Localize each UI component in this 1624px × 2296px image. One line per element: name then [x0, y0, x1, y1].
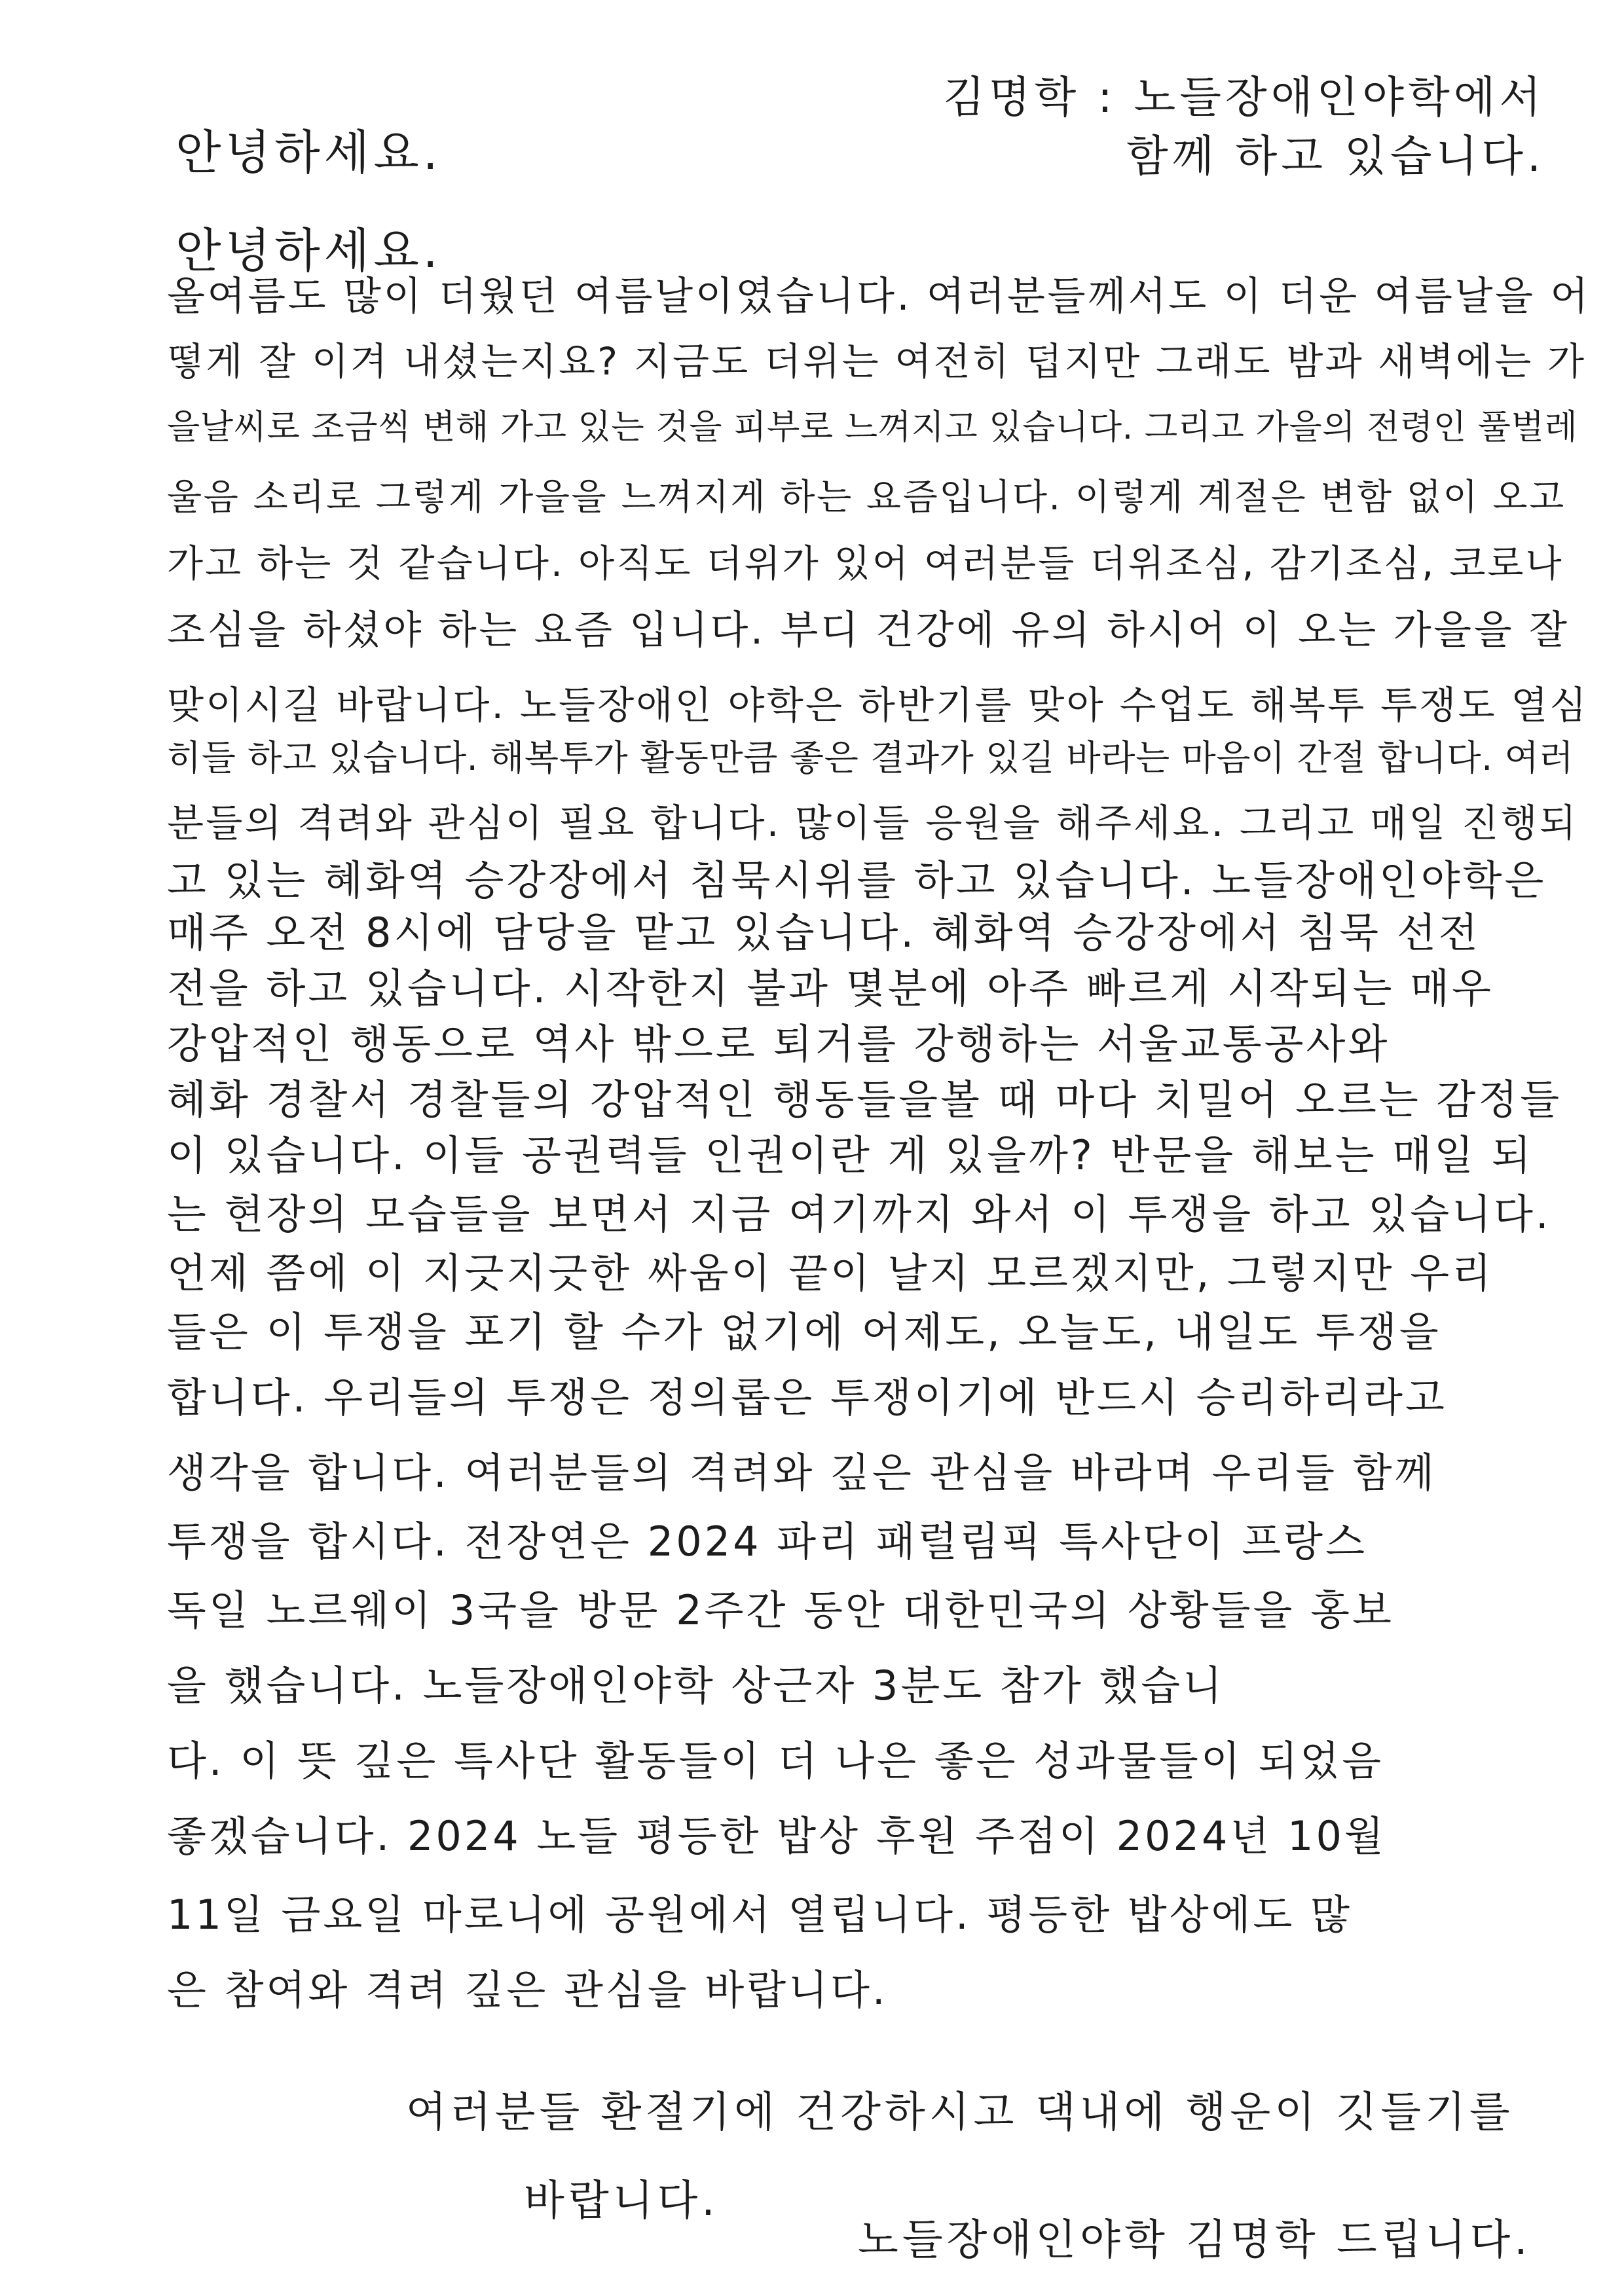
- body-line: 맞이시길 바랍니다. 노들장애인 야학은 하반기를 맞아 수업도 해복투 투쟁도 열심: [167, 683, 1589, 727]
- body-line: 울음 소리로 그렇게 가을을 느껴지게 하는 요즘입니다. 이렇게 계절은 변함 없이 오고: [167, 476, 1566, 518]
- body-line: 떻게 잘 이겨 내셨는지요? 지금도 더위는 여전히 덥지만 그래도 밤과 새벽에는 가: [167, 339, 1587, 384]
- author-line-2: 함께 하고 있습니다.: [1126, 131, 1545, 181]
- body-line: 혜화 경찰서 경찰들의 강압적인 행동들을볼 때 마다 치밀어 오르는 감정들: [167, 1076, 1562, 1123]
- body-line: 언제 쯤에 이 지긋지긋한 싸움이 끝이 날지 모르겠지만, 그렇지만 우리: [167, 1249, 1494, 1297]
- body-line: 투쟁을 합시다. 전장연은 2024 파리 패럴림픽 특사단이 프랑스: [167, 1518, 1367, 1565]
- body-line: 11일 금요일 마로니에 공원에서 열립니다. 평등한 밥상에도 많: [167, 1891, 1352, 1939]
- body-line: 는 현장의 모습들을 보면서 지금 여기까지 와서 이 투쟁을 하고 있습니다.: [167, 1190, 1551, 1238]
- body-line: 전을 하고 있습니다. 시작한지 불과 몇분에 아주 빠르게 시작되는 매우: [167, 964, 1494, 1012]
- greeting-top: 안녕하세요.: [175, 125, 442, 180]
- body-line: 독일 노르웨이 3국을 방문 2주간 동안 대한민국의 상황들을 홍보: [167, 1586, 1394, 1634]
- body-line: 고 있는 혜화역 승강장에서 침묵시위를 하고 있습니다. 노들장애인야학은: [167, 856, 1547, 904]
- body-line: 을날씨로 조금씩 변해 가고 있는 것을 피부로 느껴지고 있습니다. 그리고 가을의 전령인 풀벌레: [167, 408, 1578, 447]
- body-line: 생각을 합니다. 여러분들의 격려와 깊은 관심을 바라며 우리들 함께: [167, 1449, 1437, 1497]
- body-line: 가고 하는 것 같습니다. 아직도 더위가 있어 여러분들 더위조심, 감기조심, 코로나: [167, 542, 1564, 585]
- body-line: 조심을 하셨야 하는 요즘 입니다. 부디 건강에 유의 하시어 이 오는 가을을 잘: [167, 608, 1570, 653]
- body-line: 강압적인 행동으로 역사 밖으로 퇴거를 강행하는 서울교통공사와: [167, 1020, 1390, 1068]
- body-line: 다. 이 뜻 깊은 특사단 활동들이 더 나은 좋은 성과물들이 되었음: [167, 1737, 1384, 1785]
- closing-line-1: 여러분들 환절기에 건강하시고 댁내에 행운이 깃들기를: [406, 2088, 1514, 2137]
- body-line: 분들의 격려와 관심이 필요 합니다. 많이들 응원을 해주세요. 그리고 매일 진행되: [167, 801, 1578, 845]
- body-line: 은 참여와 격려 깊은 관심을 바랍니다.: [167, 1966, 888, 2014]
- closing-line-2: 바랍니다.: [524, 2177, 719, 2225]
- body-line: 올여름도 많이 더웠던 여름날이였습니다. 여러분들께서도 이 더운 여름날을 어: [167, 274, 1591, 319]
- body-line: 들은 이 투쟁을 포기 할 수가 없기에 어제도, 오늘도, 내일도 투쟁을: [167, 1308, 1441, 1356]
- body-line: 을 했습니다. 노들장애인야학 상근자 3분도 참가 했습니: [167, 1662, 1225, 1709]
- body-line: 히들 하고 있습니다. 해복투가 활동만큼 좋은 결과가 있길 바라는 마음이 간절 합니다. 여러: [167, 737, 1574, 778]
- author-line-1: 김명학 : 노들장애인야학에서: [943, 72, 1545, 122]
- greeting-body: 안녕하세요.: [175, 223, 442, 278]
- body-line: 이 있습니다. 이들 공권력들 인권이란 게 있을까? 반문을 해보는 매일 되: [167, 1131, 1534, 1179]
- signature: 노들장애인야학 김명학 드립니다.: [858, 2216, 1532, 2265]
- body-line: 좋겠습니다. 2024 노들 평등한 밥상 후원 주점이 2024년 10월: [167, 1812, 1386, 1860]
- body-line: 매주 오전 8시에 담당을 맡고 있습니다. 혜화역 승강장에서 침묵 선전: [167, 909, 1481, 957]
- body-line: 합니다. 우리들의 투쟁은 정의롭은 투쟁이기에 반드시 승리하리라고: [167, 1374, 1447, 1421]
